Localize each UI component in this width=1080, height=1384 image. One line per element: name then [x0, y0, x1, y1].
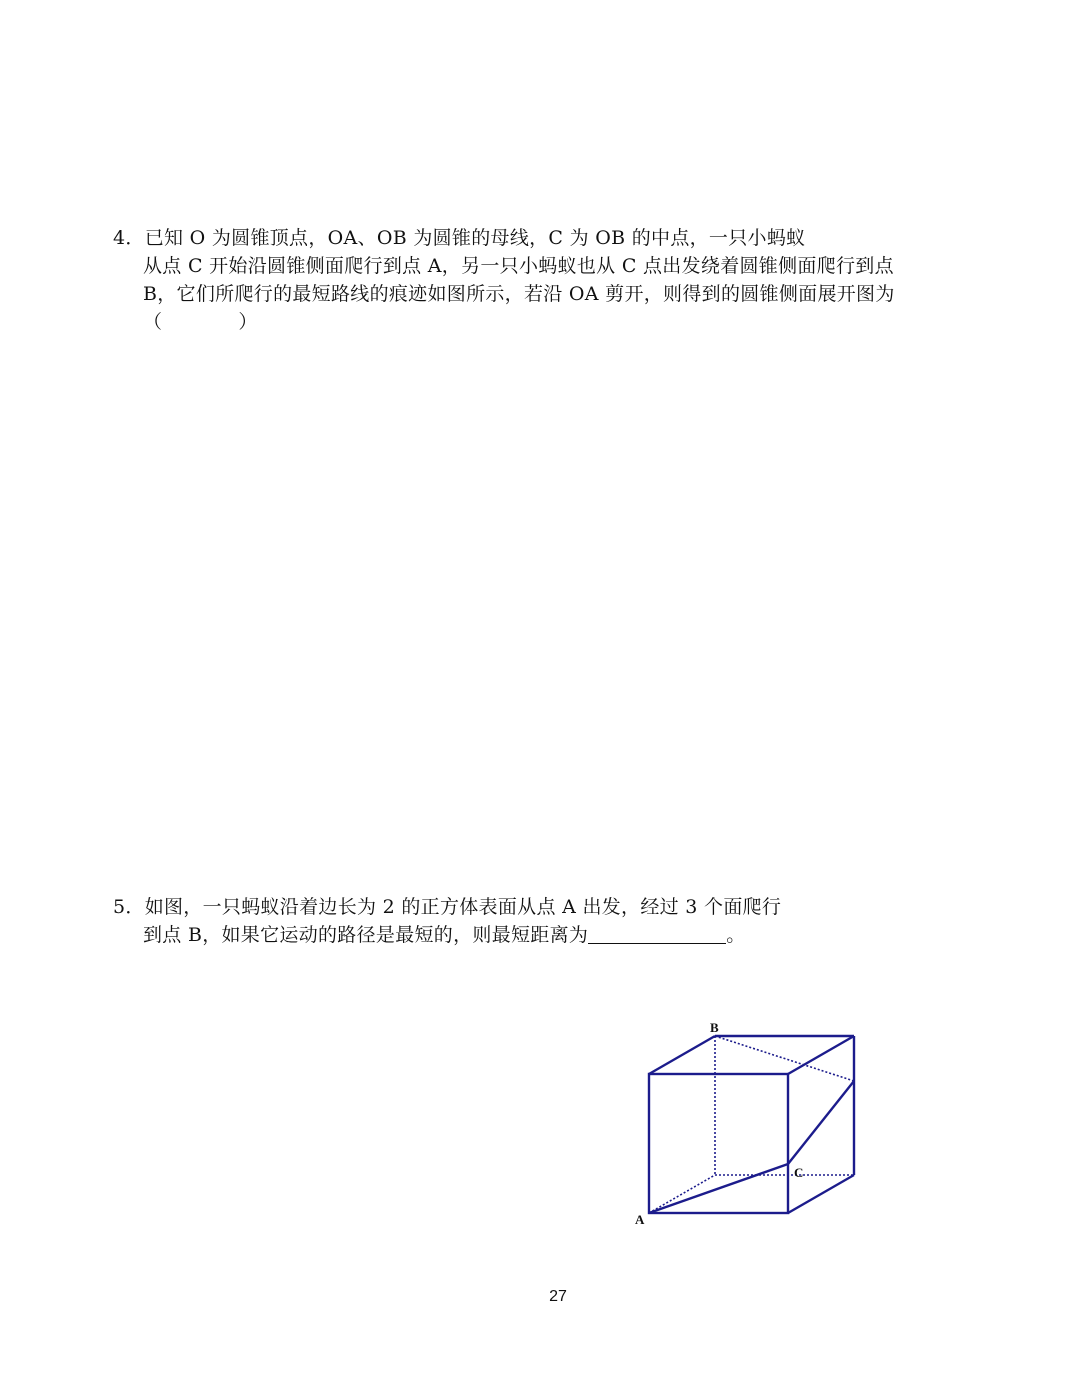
- cube-figure: [620, 1010, 870, 1230]
- paren-open: （: [143, 311, 163, 333]
- cube-edge-top-right: [788, 1036, 854, 1074]
- q4-line-1: 4．已知 O 为圆锥顶点，OA、OB 为圆锥的母线，C 为 OB 的中点，一只小蚂蚁: [113, 227, 806, 249]
- cube-edge-bottom-right: [788, 1175, 854, 1213]
- cube-edge-top-left: [649, 1036, 715, 1074]
- q4-answer-parentheses: [143, 309, 258, 335]
- q5-line-2: [143, 922, 746, 948]
- label-c: C: [794, 1165, 804, 1180]
- path-segment-a-c: [649, 1164, 788, 1213]
- page-number: 27: [549, 1288, 567, 1305]
- q4-line-3: B，它们所爬行的最短路线的痕迹如图所示，若沿 OA 剪开，则得到的圆锥侧面展开图为: [143, 283, 895, 305]
- paren-close: ）: [238, 311, 258, 333]
- q5-line-1: 5．如图，一只蚂蚁沿着边长为 2 的正方体表面从点 A 出发，经过 3 个面爬行: [113, 896, 782, 918]
- answer-blank: [588, 923, 726, 944]
- q4-line-2: 从点 C 开始沿圆锥侧面爬行到点 A，另一只小蚂蚁也从 C 点出发绕着圆锥侧面爬行到点: [143, 255, 894, 277]
- cube-front-face: [649, 1074, 788, 1213]
- q5-line-2-end: 。: [726, 924, 746, 946]
- label-b: B: [710, 1020, 719, 1035]
- q5-line-2-text: 到点 B，如果它运动的路径是最短的，则最短距离为: [143, 924, 589, 946]
- label-a: A: [635, 1212, 645, 1227]
- path-segment-c-edge: [788, 1081, 854, 1164]
